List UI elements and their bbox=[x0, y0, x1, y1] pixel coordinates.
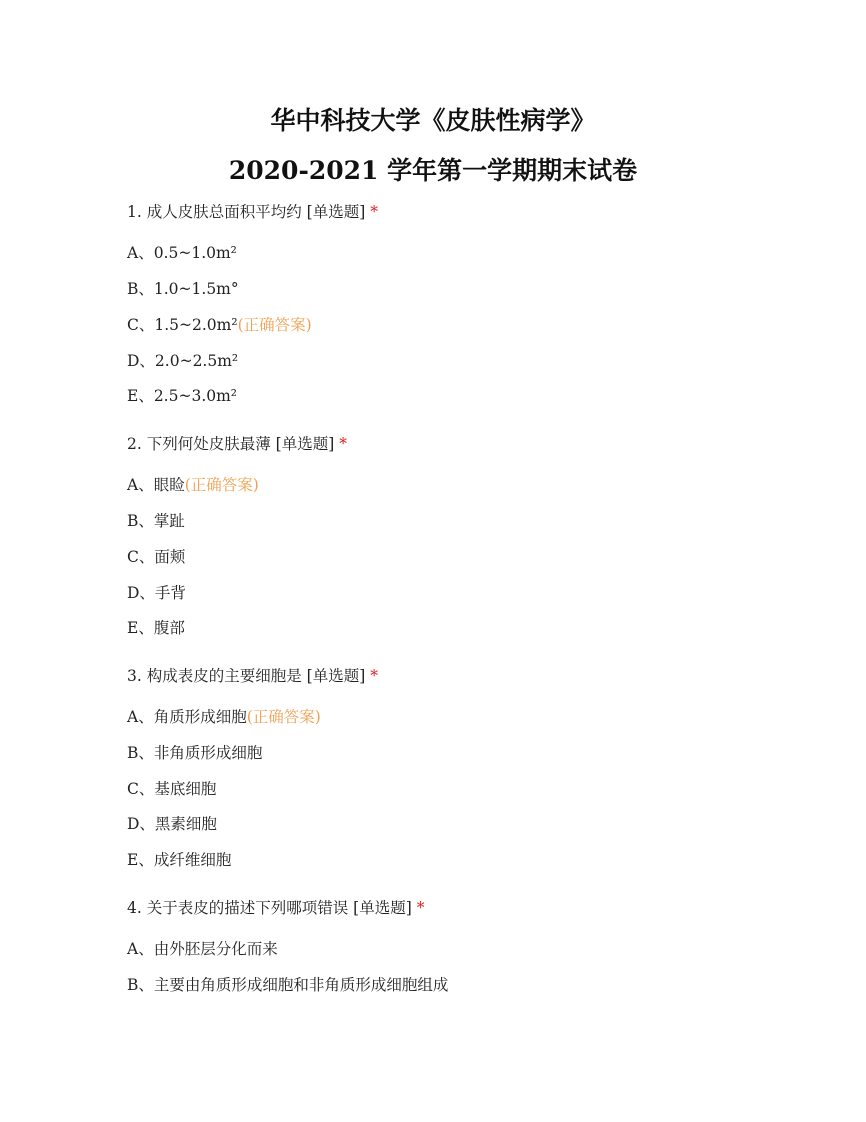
question-text: 3. 构成表皮的主要细胞是 [单选题] bbox=[127, 667, 366, 685]
option-text: D、手背 bbox=[127, 584, 186, 602]
option-text: C、基底细胞 bbox=[127, 780, 217, 798]
q1-option-c bbox=[127, 315, 312, 335]
q2-option-d bbox=[127, 583, 186, 603]
q3-option-b bbox=[127, 743, 262, 763]
required-mark: * bbox=[370, 667, 378, 685]
q2-option-c bbox=[127, 547, 185, 567]
q1-option-e bbox=[127, 386, 237, 406]
q3-option-e bbox=[127, 850, 231, 870]
question-1 bbox=[127, 202, 378, 222]
option-text: B、非角质形成细胞 bbox=[127, 744, 263, 762]
correct-answer-tag: (正确答案) bbox=[184, 476, 259, 494]
correct-answer-tag: (正确答案) bbox=[237, 316, 312, 334]
option-text: A、眼睑 bbox=[127, 476, 185, 494]
question-text: 1. 成人皮肤总面积平均约 [单选题] bbox=[127, 203, 366, 221]
q1-option-d bbox=[127, 351, 238, 371]
q3-option-c bbox=[127, 779, 216, 799]
option-text: B、主要由角质形成细胞和非角质形成细胞组成 bbox=[127, 976, 449, 994]
option-text: A、由外胚层分化而来 bbox=[127, 940, 278, 958]
required-mark: * bbox=[339, 435, 347, 453]
question-text: 4. 关于表皮的描述下列哪项错误 [单选题] bbox=[127, 899, 412, 917]
q4-option-a bbox=[127, 939, 278, 959]
q3-option-a bbox=[127, 707, 321, 727]
correct-answer-tag: (正确答案) bbox=[246, 708, 321, 726]
option-text: E、2.5~3.0m² bbox=[127, 387, 238, 405]
option-text: B、1.0~1.5m° bbox=[127, 280, 239, 298]
question-2 bbox=[127, 434, 347, 454]
q3-option-d bbox=[127, 814, 217, 834]
option-text: E、成纤维细胞 bbox=[127, 851, 232, 869]
exam-title-line1: 华中科技大学《皮肤性病学》 bbox=[270, 106, 596, 135]
question-text: 2. 下列何处皮肤最薄 [单选题] bbox=[127, 435, 335, 453]
option-text: B、掌趾 bbox=[127, 512, 185, 530]
option-text: C、1.5~2.0m² bbox=[127, 316, 238, 334]
q1-option-b bbox=[127, 279, 239, 299]
q2-option-e bbox=[127, 618, 185, 638]
q2-option-b bbox=[127, 511, 185, 531]
required-mark: * bbox=[370, 203, 378, 221]
q2-option-a bbox=[127, 475, 259, 495]
question-3 bbox=[127, 666, 378, 686]
required-mark: * bbox=[416, 899, 425, 917]
question-4 bbox=[127, 898, 424, 918]
q4-option-b bbox=[127, 975, 448, 995]
q1-option-a bbox=[127, 243, 237, 263]
exam-title-line2: 2020-2021 学年第一学期期末试卷 bbox=[228, 156, 638, 185]
option-text: A、0.5~1.0m² bbox=[127, 244, 237, 262]
option-text: A、角质形成细胞 bbox=[127, 708, 247, 726]
option-text: D、2.0~2.5m² bbox=[127, 352, 239, 370]
option-text: D、黑素细胞 bbox=[127, 815, 217, 833]
option-text: E、腹部 bbox=[127, 619, 185, 637]
option-text: C、面颊 bbox=[127, 548, 186, 566]
